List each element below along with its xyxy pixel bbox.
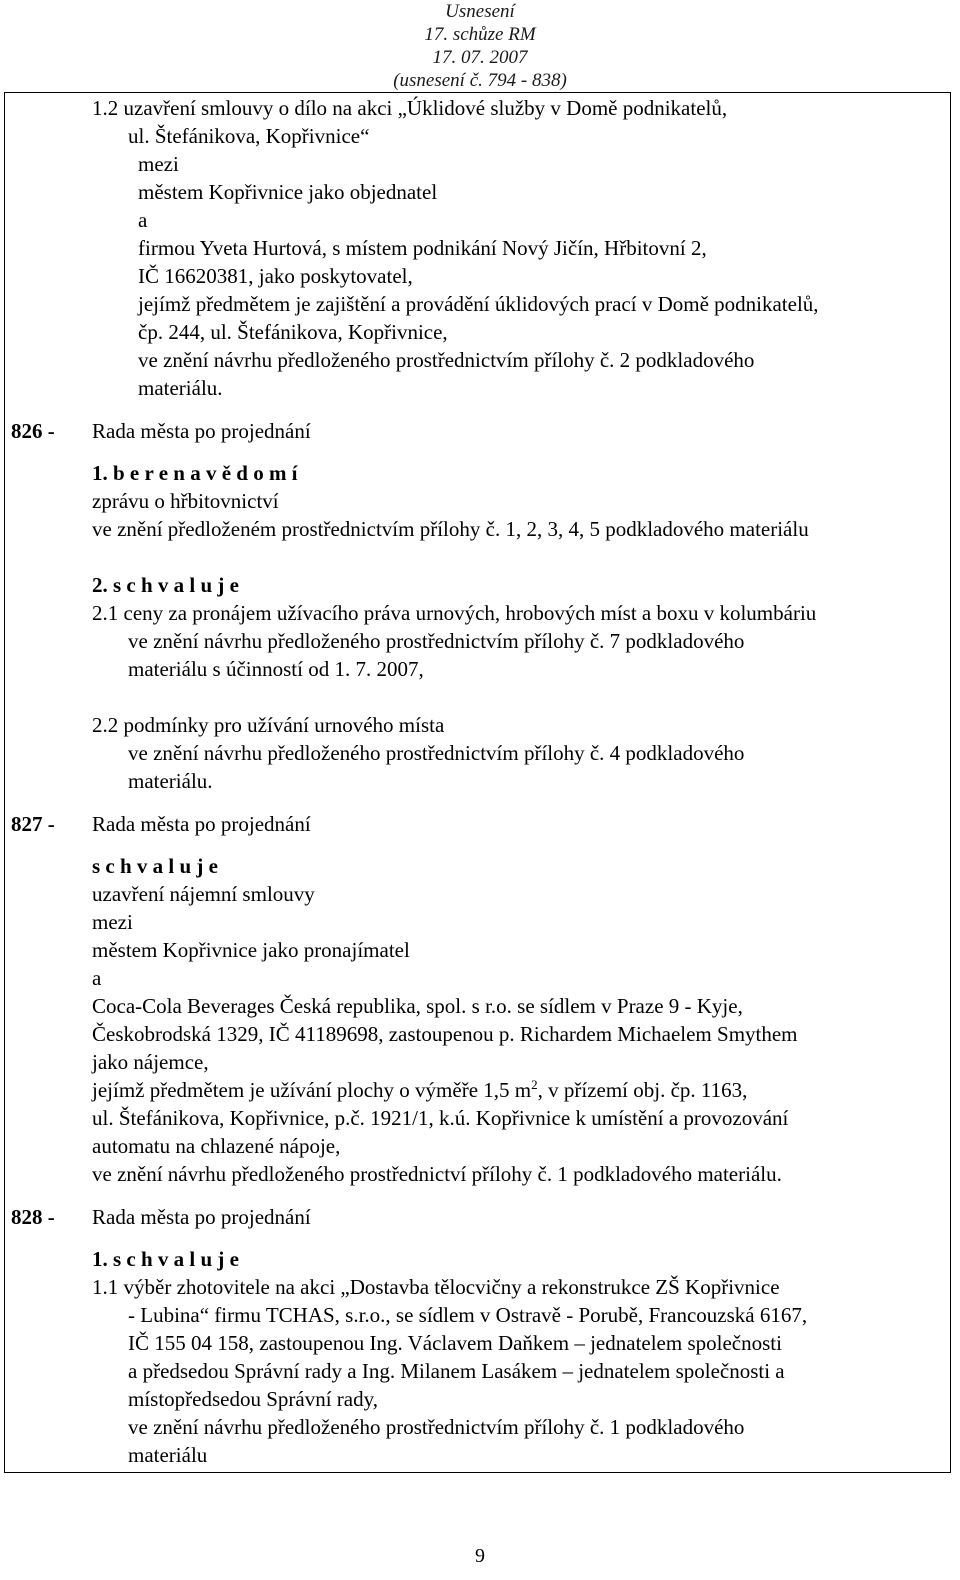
header-date: 17. 07. 2007 (432, 47, 528, 68)
header-resolution-range: (usnesení č. 794 - 838) (393, 70, 567, 91)
text-line: IČ 16620381, jako poskytovatel, (138, 264, 413, 288)
text-line: a (92, 966, 102, 990)
resolution-intro: Rada města po projednání (92, 419, 311, 443)
text-line: materiálu (128, 1443, 208, 1467)
text-line: jako nájemce, (92, 1050, 209, 1074)
text-line: ve znění předloženém prostřednictvím přílohy č. 1, 2, 3, 4, 5 podkladového materiálu (92, 517, 809, 541)
text-line: městem Kopřivnice jako pronajímatel (92, 938, 410, 962)
item-2-2-line: 2.2 podmínky pro užívání urnového místa (92, 713, 445, 737)
area-text: jejímž předmětem je užívání plochy o výměře 1,5 m (92, 1078, 532, 1102)
item-1-1-line: 1.1 výběr zhotovitele na akci „Dostavba tělocvičny a rekonstrukce ZŠ Kopřivnice (92, 1275, 780, 1299)
text-line: mezi (92, 910, 133, 934)
resolution-number-827: 827 - (11, 812, 55, 836)
area-superscript: 2 (531, 1077, 538, 1092)
item-2-1-line: 2.1 ceny za pronájem užívacího práva urnových, hrobových míst a boxu v kolumbáriu (92, 601, 817, 625)
text-line: ve znění návrhu předloženého prostřednictvím přílohy č. 1 podkladového (128, 1415, 745, 1439)
text-line: ve znění návrhu předloženého prostřednictvím přílohy č. 7 podkladového (128, 629, 745, 653)
heading-bere-na-vedomi: 1. b e r e n a v ě d o m í (92, 461, 298, 485)
text-line: zprávu o hřbitovnictví (92, 489, 279, 513)
text-line: místopředsedou Správní rady, (128, 1387, 379, 1411)
document-header (0, 0, 960, 92)
text-line: ve znění návrhu předloženého prostřednictví přílohy č. 1 podkladového materiálu. (92, 1162, 782, 1186)
text-line: ve znění návrhu předloženého prostřednictvím přílohy č. 4 podkladového (128, 741, 745, 765)
text-line: IČ 155 04 158, zastoupenou Ing. Václavem Daňkem – jednatelem společnosti (128, 1331, 782, 1355)
item-1-2-line: 1.2 uzavření smlouvy o dílo na akci „Úklidové služby v Domě podnikatelů, (92, 96, 728, 120)
text-line: čp. 244, ul. Štefánikova, Kopřivnice, (138, 320, 448, 344)
text-line: městem Kopřivnice jako objednatel (138, 180, 438, 204)
text-line: ve znění návrhu předloženého prostřednictvím přílohy č. 2 podkladového (138, 348, 755, 372)
resolution-number-828: 828 - (11, 1205, 55, 1229)
text-line: uzavření nájemní smlouvy (92, 882, 315, 906)
text-line: a (138, 208, 148, 232)
heading-schvaluje: 1. s c h v a l u j e (92, 1247, 239, 1271)
text-line: Coca-Cola Beverages Česká republika, spol. s r.o. se sídlem v Praze 9 - Kyje, (92, 994, 743, 1018)
text-line: ul. Štefánikova, Kopřivnice“ (128, 124, 370, 148)
text-line: materiálu. (128, 769, 213, 793)
text-line: materiálu s účinností od 1. 7. 2007, (128, 657, 424, 681)
text-line: - Lubina“ firmu TCHAS, s.r.o., se sídlem v Ostravě - Porubě, Francouzská 6167, (128, 1303, 808, 1327)
heading-schvaluje: 2. s c h v a l u j e (92, 573, 239, 597)
page-number: 9 (475, 1545, 485, 1567)
heading-schvaluje: s c h v a l u j e (92, 854, 218, 878)
text-line: Českobrodská 1329, IČ 41189698, zastoupenou p. Richardem Michaelem Smythem (92, 1022, 798, 1046)
resolution-number-826: 826 - (11, 419, 55, 443)
text-line: a předsedou Správní rady a Ing. Milanem Lasákem – jednatelem společnosti a (128, 1359, 785, 1383)
header-title: Usnesení (445, 1, 515, 22)
text-line: jejímž předmětem je zajištění a provádění úklidových prací v Domě podnikatelů, (138, 292, 819, 316)
area-line (92, 1077, 747, 1103)
text-line: automatu na chlazené nápoje, (92, 1134, 341, 1158)
area-text-rest: , v přízemí obj. čp. 1163, (537, 1078, 748, 1102)
text-line: materiálu. (138, 376, 223, 400)
text-line: mezi (138, 152, 179, 176)
text-line: ul. Štefánikova, Kopřivnice, p.č. 1921/1, k.ú. Kopřivnice k umístění a provozování (92, 1106, 789, 1130)
header-meeting: 17. schůze RM (424, 24, 536, 45)
resolution-intro: Rada města po projednání (92, 812, 311, 836)
resolution-intro: Rada města po projednání (92, 1205, 311, 1229)
text-line: firmou Yveta Hurtová, s místem podnikání Nový Jičín, Hřbitovní 2, (138, 236, 707, 260)
